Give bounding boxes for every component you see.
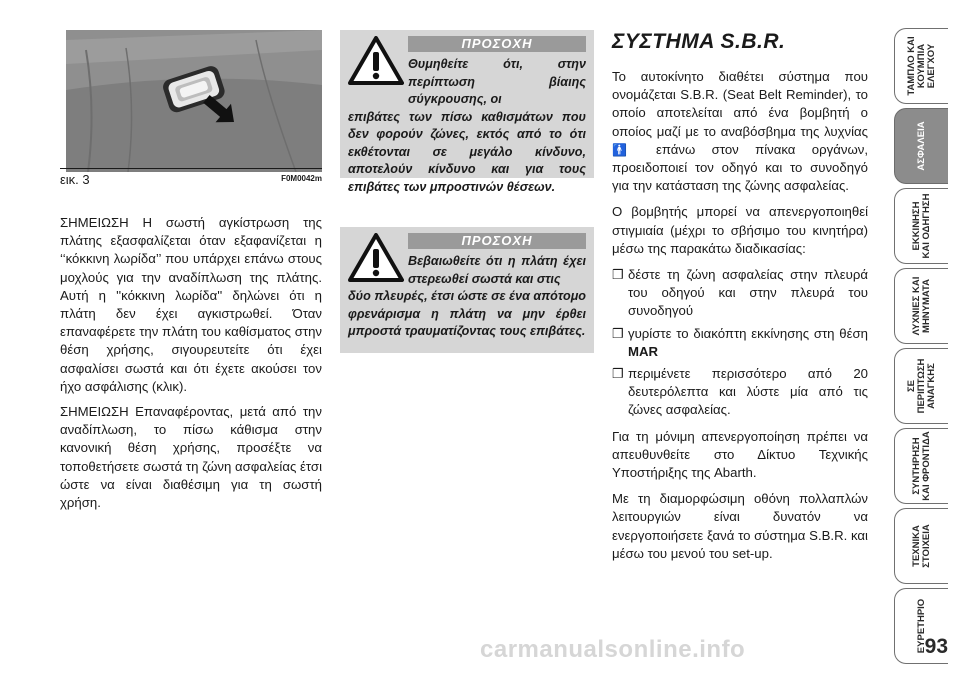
warning-box-backrest	[340, 227, 594, 353]
figure-code: F0M0042m	[281, 174, 322, 183]
warning-text-lead: Βεβαιωθείτε ότι η πλάτη έχει στερεωθεί σωστά και στις	[408, 254, 586, 286]
seat-lever-figure	[66, 30, 322, 172]
warning-text-lead: Θυμηθείτε ότι, στην περίπτωση βίαιης σύγκρουσης, οι	[408, 57, 586, 106]
sbr-intro-text-end: επάνω στον πίνακα οργάνων, προειδοποιεί τον οδηγό και το συνοδηγό για την κατάσταση της ζώνης ασφαλείας.	[612, 141, 868, 194]
tab-safety[interactable]: ΑΣΦΑΛΕΙΑ	[894, 108, 948, 184]
sbr-intro-paragraph	[612, 68, 868, 195]
left-column	[60, 214, 322, 519]
figure-label: εικ. 3	[60, 172, 90, 187]
list-item-text: περιμένετε περισσότερο από 20 δευτερόλεπτα και λύστε μία από τις ζώνες ασφαλείας.	[628, 366, 868, 418]
permanent-deactivation-paragraph: Για τη μόνιμη απενεργοποίηση πρέπει να απευθυνθείτε στο Δίκτυο Τεχνικής Υποστήριξης της Abarth.	[612, 428, 868, 481]
seatbelt-warning-icon: 🚹	[612, 142, 640, 157]
watermark: carmanualsonline.info	[480, 636, 746, 663]
tab-emergency[interactable]: ΣΕ ΠΕΡΙΠΤΩΣΗ ΑΝΑΓΚΗΣ	[894, 348, 948, 424]
checkbox-bullet-icon: ❒	[612, 366, 624, 382]
list-item	[612, 266, 868, 321]
note-paragraph-2: ΣΗΜΕΙΩΣΗ Επαναφέροντας, μετά από την αναδίπλωση, το πίσω κάθισμα στην κανονική θέση χρήσης, προσέξτε να τοποθετήσετε σωστά τη ζώνη ασφαλείας έτσι ώστε να είναι διαθέσιμη για τη σωστή χρήση.	[60, 404, 322, 511]
list-item-text: γυρίστε το διακόπτη εκκίνησης στη θέση	[628, 325, 868, 341]
page-number: 93	[924, 635, 948, 658]
tab-dashboard-controls[interactable]: ΤΑΜΠΛΟ ΚΑΙ ΚΟΥΜΠΙΑ ΕΛΕΓΧΟΥ	[894, 28, 948, 104]
deactivation-paragraph: Ο βομβητής μπορεί να απενεργοποιηθεί στιγμιαία (μέχρι το σβήσιμο του κινητήρα) μέσω της παρακάτω διαδικασίας:	[612, 204, 868, 256]
sbr-intro-text-start: Το αυτοκίνητο διαθέτει σύστημα που ονομάζεται S.B.R. (Seat Belt Reminder), το οποίο αποτελείται από ένα βομβητή ο οποίος μαζί με το αναβόσβημα της λυχνίας	[612, 69, 868, 139]
tab-warning-lights[interactable]: ΛΥΧΝΙΕΣ ΚΑΙ ΜΗΝΥΜΑΤΑ	[894, 268, 948, 344]
checkbox-bullet-icon: ❒	[612, 325, 624, 341]
warning-text	[348, 56, 586, 196]
warning-box-rear-passengers	[340, 30, 594, 194]
tab-technical-data[interactable]: ΤΕΧΝΙΚΑ ΣΤΟΙΧΕΙΑ	[894, 508, 948, 584]
section-title: ΣΥΣΤΗΜΑ S.B.R.	[612, 30, 786, 53]
tab-starting-driving[interactable]: ΕΚΚΙΝΗΣΗ ΚΑΙ ΟΔΗΓΗΣΗ	[894, 188, 948, 264]
checkbox-bullet-icon: ❒	[612, 267, 624, 283]
right-column	[612, 30, 868, 571]
seat-lever-illustration	[66, 30, 322, 172]
ignition-position-mar: MAR	[628, 343, 659, 359]
list-item	[612, 325, 868, 361]
list-item	[612, 365, 868, 420]
note-paragraph-1: ΣΗΜΕΙΩΣΗ Η σωστή αγκίστρωση της πλάτης εξασφαλίζεται όταν εξαφανίζεται η ‘‘κόκκινη λωρίδα’’ που υπάρχει επάνω στους μοχλούς για την αναδίπλωση της πλάτης. Αυτή η ''κόκκινη λωρίδα'' δηλώνει ότι η πλάτη δεν έχει αγκιστρωθεί. Όταν επαναφέρετε την πλάτη του καθίσματος στην θέση χρήσης, σιγουρευτείτε ότι έχει ασφαλίσει σωστά και ότι έχετε ακούσει τον ήχο ασφάλισης (κλικ).	[60, 215, 322, 394]
warning-text-rest: επιβάτες των πίσω καθισμάτων που δεν φορούν ζώνες, εκτός από το ότι εκθέτονται σε μεγάλο κίνδυνο, αποτελούν κίνδυνο και για τους επιβάτες των μπροστινών θέσεων.	[348, 109, 586, 194]
tab-maintenance[interactable]: ΣΥΝΤΗΡΗΣΗ ΚΑΙ ΦΡΟΝΤΙΔΑ	[894, 428, 948, 504]
warning-text-rest: δύο πλευρές, έτσι ώστε σε ένα απότομο φρενάρισμα η πλάτη να μην έρθει μπροστά τραυματίζοντας τους επιβάτες.	[348, 289, 587, 338]
warning-header: ΠΡΟΣΟΧΗ	[408, 36, 586, 52]
list-item-text: δέστε τη ζώνη ασφαλείας στην πλευρά του οδηγού και στην πλευρά του συνοδηγού	[628, 267, 868, 319]
warning-text	[348, 253, 586, 341]
reactivation-paragraph: Με τη διαμορφώσιμη οθόνη πολλαπλών λειτουργιών είναι δυνατόν να ενεργοποιήσετε ξανά το σύστημα S.B.R. και μέσω του μενού του set-up.	[612, 491, 868, 561]
figure-caption	[60, 168, 322, 186]
warning-header: ΠΡΟΣΟΧΗ	[408, 233, 586, 249]
tab-index[interactable]: ΕΥΡΕΤΗΡΙΟ	[894, 588, 948, 664]
